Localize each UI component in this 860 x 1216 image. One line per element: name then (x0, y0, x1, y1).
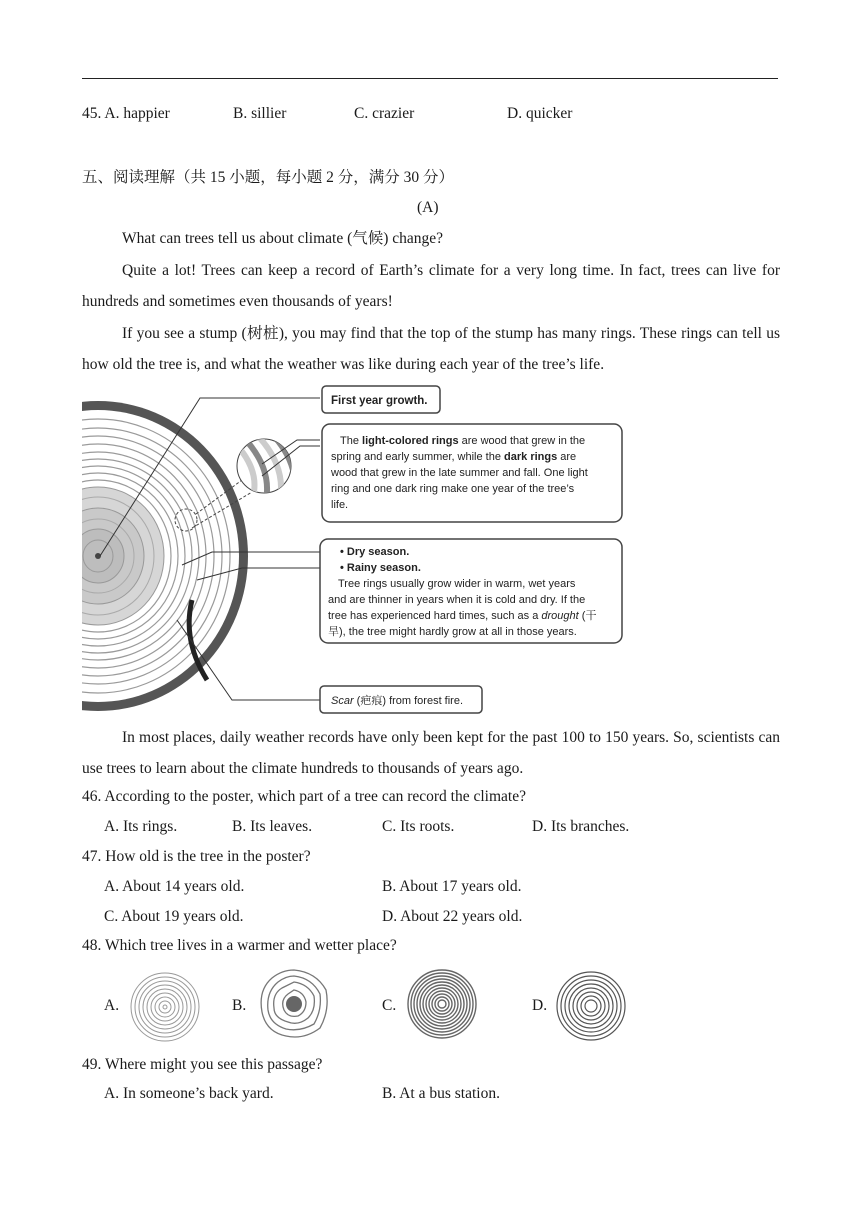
top-rule (82, 78, 778, 79)
question-49-stem: 49. Where might you see this passage? (82, 1056, 323, 1073)
q48-option-c: C. (382, 997, 397, 1014)
q45-option-c: C. crazier (354, 105, 415, 122)
q48-option-d: D. (532, 997, 548, 1014)
question-47-stem: 47. How old is the tree in the poster? (82, 848, 311, 865)
q48-option-a: A. (104, 997, 120, 1014)
svg-text:ring and one dark ring make on: ring and one dark ring make one year of the tree’s (331, 483, 575, 495)
q45-option-a: 45. A. happier (82, 105, 170, 122)
passage-label: (A) (417, 199, 439, 216)
tree-ring-poster (82, 380, 642, 720)
q49-option-b: B. At a bus station. (382, 1085, 500, 1102)
svg-text:Tree rings usually grow wider: Tree rings usually grow wider in warm, wet years (338, 578, 576, 590)
q48-option-b: B. (232, 997, 247, 1014)
scar-label: Scar (疤痕) from forest fire. (331, 695, 464, 707)
q49-option-a: A. In someone’s back yard. (104, 1085, 274, 1102)
svg-text:and are thinner in years when: and are thinner in years when it is cold and dry. If the (328, 594, 586, 606)
svg-text:The light-colored rings are wo: The light-colored rings are wood that grew in the (340, 435, 586, 447)
q46-option-c: C. Its roots. (382, 818, 455, 835)
svg-text:spring and early summer, while: spring and early summer, while the dark rings are (331, 451, 577, 463)
tree-ring-image-b (256, 966, 332, 1042)
svg-text:旱), the tree might hardly grow: 旱), the tree might hardly grow at all in those years. (328, 626, 577, 638)
tree-ring-image-a (128, 970, 202, 1044)
stump-illustration (82, 401, 248, 711)
svg-text:life.: life. (331, 499, 349, 511)
dry-season-label: • Dry season. (340, 546, 410, 558)
rainy-season-label: • Rainy season. (340, 562, 421, 574)
q45-option-d: D. quicker (507, 105, 573, 122)
q46-option-d: D. Its branches. (532, 818, 630, 835)
question-48-stem: 48. Which tree lives in a warmer and wetter place? (82, 937, 397, 954)
passage-paragraph-3: If you see a stump (树桩), you may find that the top of the stump has many rings. These rings can tell us how old the tree is, and what the weather was like during each year of the tree’s life. (82, 325, 780, 373)
q47-option-d: D. About 22 years old. (382, 908, 523, 925)
passage-paragraph-2: Quite a lot! Trees can keep a record of Earth’s climate for a very long time. In fact, trees can live for hundreds and sometimes even thousands of years! (82, 262, 780, 310)
passage-paragraph-4: In most places, daily weather records have only been kept for the past 100 to 150 years. So, scientists can use trees to learn about the climate hundreds to thousands of years ago. (82, 729, 780, 777)
section-heading: 五、阅读理解（共 15 小题，每小题 2 分，满分 30 分） (82, 169, 455, 186)
svg-text:tree has experienced hard time: tree has experienced hard times, such as a drought (干 (328, 610, 597, 622)
q45-option-b: B. sillier (233, 105, 287, 122)
q47-option-c: C. About 19 years old. (104, 908, 244, 925)
tree-ring-image-d (555, 970, 627, 1042)
q47-option-a: A. About 14 years old. (104, 878, 245, 895)
q46-option-b: B. Its leaves. (232, 818, 313, 835)
svg-text:wood that grew in the late sum: wood that grew in the late summer and fall. One light (331, 467, 588, 479)
first-year-label: First year growth. (331, 395, 428, 407)
q46-option-a: A. Its rings. (104, 818, 178, 835)
q47-option-b: B. About 17 years old. (382, 878, 522, 895)
question-46-stem: 46. According to the poster, which part of a tree can record the climate? (82, 788, 526, 805)
passage-paragraph-1: What can trees tell us about climate (气候) change? (122, 230, 444, 247)
tree-ring-image-c (404, 966, 480, 1042)
